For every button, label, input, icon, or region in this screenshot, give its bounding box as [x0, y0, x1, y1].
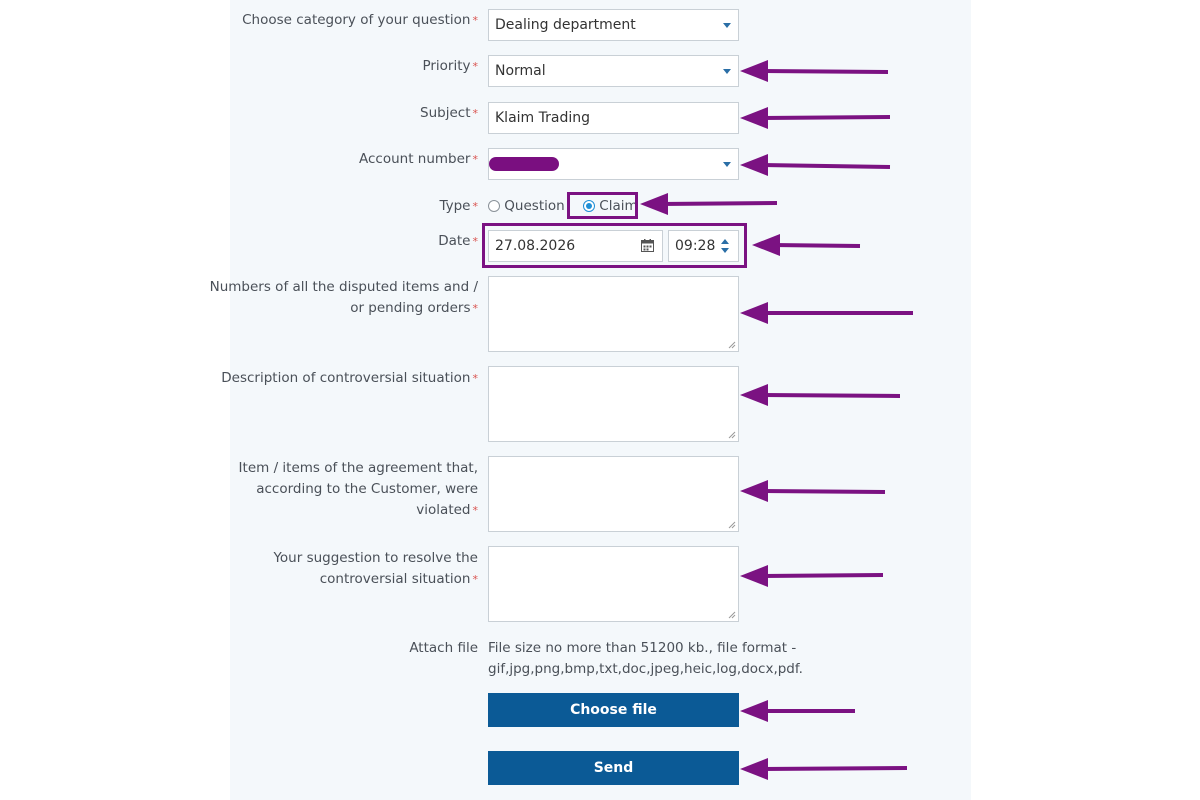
arrow-send: [740, 758, 907, 780]
date-input[interactable]: 27.08.2026: [488, 230, 663, 262]
account-label: Account number *: [359, 151, 478, 167]
arrow-type: [640, 193, 777, 215]
subject-label: Subject *: [420, 105, 478, 121]
choose-file-button[interactable]: Choose file: [488, 693, 739, 727]
arrow-priority: [740, 60, 888, 82]
subject-input[interactable]: Klaim Trading: [488, 102, 739, 134]
date-label: Date *: [438, 233, 478, 249]
arrow-violated: [740, 480, 885, 502]
disputed-label: Numbers of all the disputed items and / or pending orders *: [209, 279, 478, 316]
arrow-date: [752, 234, 860, 256]
type-label: Type *: [439, 198, 478, 214]
suggestion-label: Your suggestion to resolve the controversial situation *: [273, 550, 478, 587]
priority-select[interactable]: Normal: [488, 55, 739, 87]
arrow-subject: [740, 107, 890, 129]
description-label: Description of controversial situation *: [221, 370, 478, 386]
time-input[interactable]: 09:28: [668, 230, 739, 262]
arrow-account: [740, 154, 890, 176]
arrow-description: [740, 384, 900, 406]
priority-label: Priority *: [422, 58, 478, 74]
arrow-suggestion: [740, 565, 883, 587]
category-select[interactable]: Dealing department: [488, 9, 739, 41]
attach-hint: File size no more than 51200 kb., file format - gif,jpg,png,bmp,txt,doc,jpeg,heic,log,docx,pdf.: [488, 640, 803, 677]
arrow-choose-file: [740, 700, 855, 722]
radio-claim[interactable]: Claim: [583, 198, 638, 214]
violated-label: Item / items of the agreement that, according to the Customer, were violated *: [238, 460, 478, 518]
attach-label: Attach file: [409, 640, 478, 656]
send-button[interactable]: Send: [488, 751, 739, 785]
radio-question[interactable]: Question: [488, 198, 565, 214]
category-label: Choose category of your question *: [242, 12, 478, 28]
arrow-disputed: [740, 302, 913, 324]
